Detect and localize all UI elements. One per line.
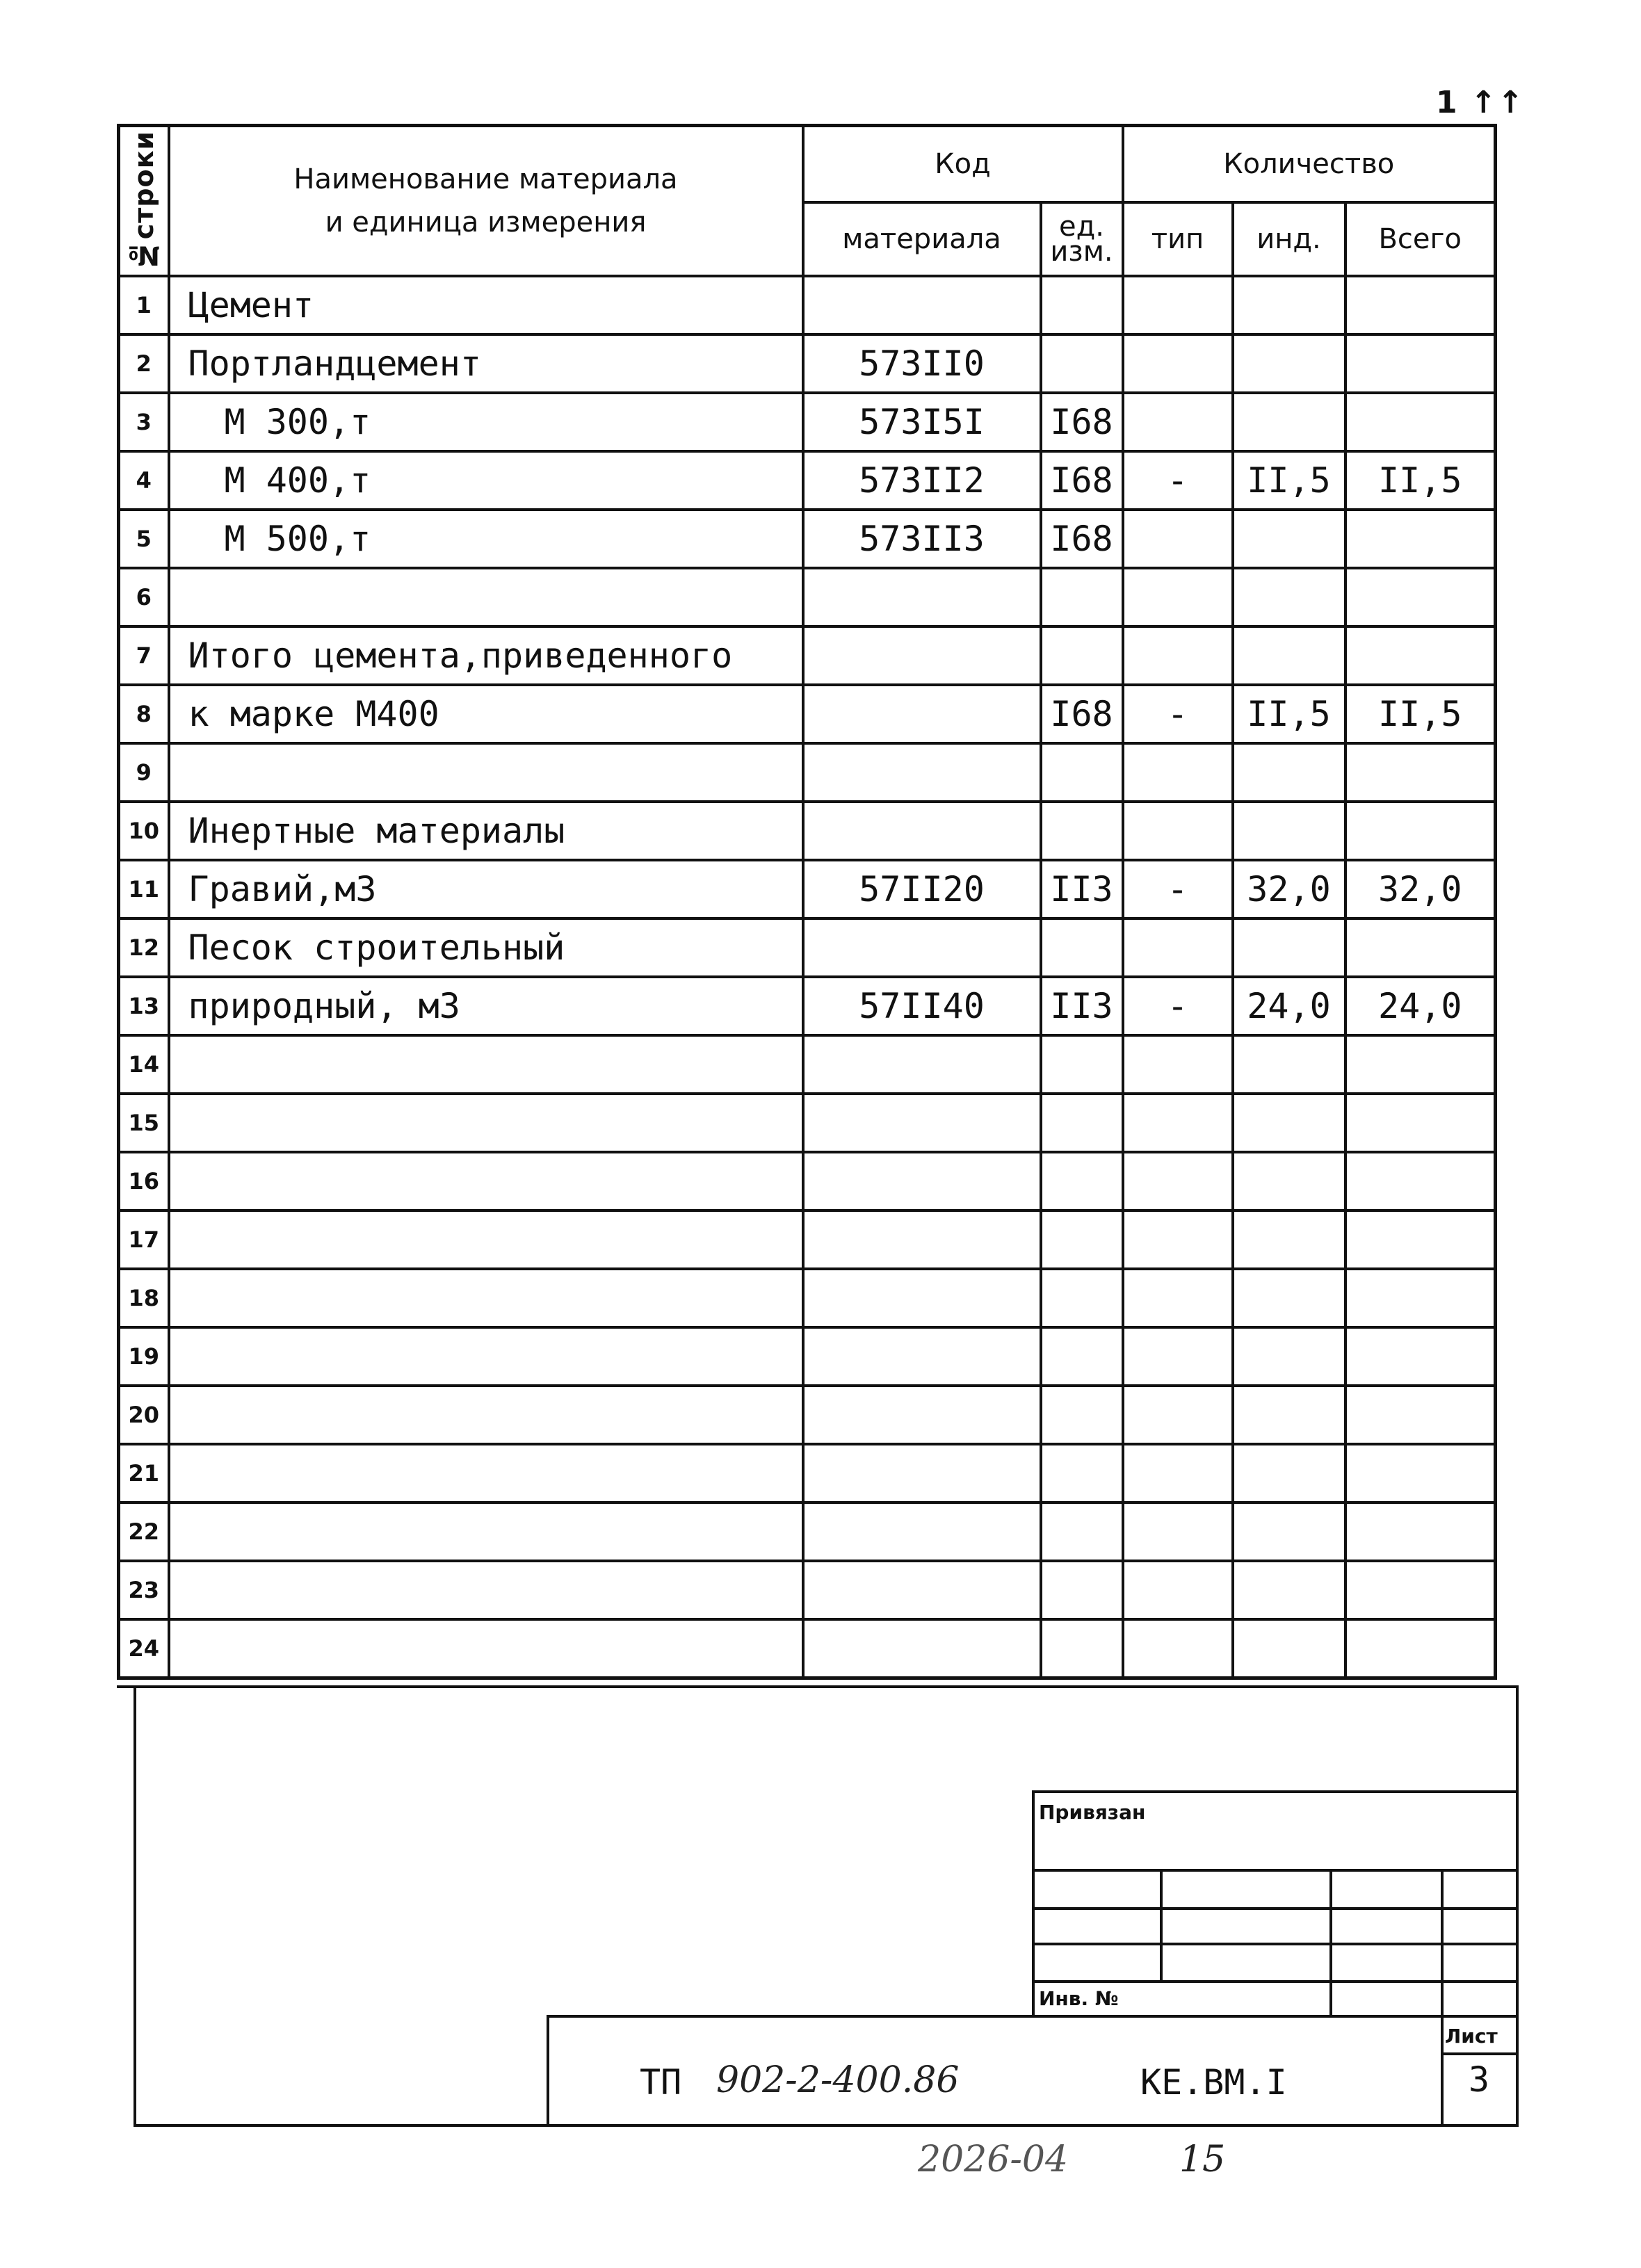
material-code: [803, 743, 1041, 802]
total-quantity: [1345, 1152, 1496, 1210]
row-number: 8: [119, 685, 169, 743]
row-number: 20: [119, 1386, 169, 1444]
material-name: [169, 1035, 803, 1094]
type-quantity: [1123, 1094, 1233, 1152]
table-row: [119, 1094, 1496, 1152]
type-quantity: [1123, 1561, 1233, 1619]
unit-code: I68: [1041, 510, 1123, 568]
row-number: 17: [119, 1210, 169, 1269]
material-code: [803, 1386, 1041, 1444]
table-row: [119, 743, 1496, 802]
total-quantity: [1345, 626, 1496, 685]
material-code: 57II40: [803, 977, 1041, 1035]
material-name: [169, 1502, 803, 1561]
type-quantity: [1123, 1386, 1233, 1444]
frame-left-border: [134, 1685, 136, 2127]
material-code: [803, 1619, 1041, 1678]
individual-quantity: [1233, 1561, 1345, 1619]
row-number: 6: [119, 568, 169, 626]
row-number: 7: [119, 626, 169, 685]
unit-code: [1041, 568, 1123, 626]
table-row: [119, 1386, 1496, 1444]
quantity-header: Количество: [1123, 126, 1496, 203]
sheet-label-underline: [1441, 2052, 1519, 2055]
total-quantity: [1345, 918, 1496, 977]
unit-code: II3: [1041, 977, 1123, 1035]
total-quantity: [1345, 510, 1496, 568]
row-number: 19: [119, 1327, 169, 1386]
total-quantity: [1345, 1094, 1496, 1152]
material-code: 573II3: [803, 510, 1041, 568]
unit-code: [1041, 743, 1123, 802]
material-code: [803, 918, 1041, 977]
row-number: 16: [119, 1152, 169, 1210]
material-code: [803, 1269, 1041, 1327]
unit-code: [1041, 276, 1123, 334]
row-number: 21: [119, 1444, 169, 1502]
unit-code: I68: [1041, 685, 1123, 743]
table-row: [119, 1269, 1496, 1327]
material-code: [803, 626, 1041, 685]
individual-quantity: [1233, 276, 1345, 334]
table-row: [119, 1502, 1496, 1561]
individual-quantity: [1233, 1094, 1345, 1152]
total-quantity: [1345, 1502, 1496, 1561]
type-quantity: [1123, 1619, 1233, 1678]
page-mark: 1 ↑↑: [1436, 85, 1525, 120]
total-quantity: [1345, 1035, 1496, 1094]
table-row: [119, 977, 1496, 1035]
row-number-header: №строки: [119, 126, 169, 277]
type-quantity: [1123, 1035, 1233, 1094]
code-header: Код: [803, 126, 1123, 203]
total-quantity: [1345, 334, 1496, 393]
table-row: [119, 1152, 1496, 1210]
material-name: к марке М400: [169, 685, 803, 743]
type-quantity: [1123, 276, 1233, 334]
material-code: [803, 568, 1041, 626]
individual-header: инд.: [1233, 202, 1345, 276]
total-quantity: II,5: [1345, 451, 1496, 510]
inventory-number-label: Инв. №: [1039, 1987, 1119, 2010]
unit-code: [1041, 1619, 1123, 1678]
row-number: 15: [119, 1094, 169, 1152]
material-code: [803, 1444, 1041, 1502]
material-code: [803, 1327, 1041, 1386]
material-name: [169, 743, 803, 802]
material-code: [803, 685, 1041, 743]
table-row: [119, 1619, 1496, 1678]
material-name-header: Наименование материала и единица измерения: [169, 126, 803, 277]
type-quantity: [1123, 1210, 1233, 1269]
unit-code: [1041, 1327, 1123, 1386]
total-quantity: [1345, 1269, 1496, 1327]
frame-right-border: [1516, 1685, 1519, 2127]
individual-quantity: [1233, 1327, 1345, 1386]
material-name: [169, 1327, 803, 1386]
type-quantity: [1123, 1269, 1233, 1327]
material-code: 573I5I: [803, 393, 1041, 451]
binding-block-top: [1033, 1790, 1519, 1793]
table-row: [119, 860, 1496, 918]
type-quantity: -: [1123, 860, 1233, 918]
table-row: [119, 276, 1496, 334]
table-row: [119, 393, 1496, 451]
individual-quantity: [1233, 1502, 1345, 1561]
individual-quantity: [1233, 1269, 1345, 1327]
table-row: [119, 1561, 1496, 1619]
row-number: 9: [119, 743, 169, 802]
individual-quantity: II,5: [1233, 451, 1345, 510]
total-quantity: [1345, 1444, 1496, 1502]
material-code: [803, 1210, 1041, 1269]
row-number: 10: [119, 802, 169, 860]
materials-table: [117, 124, 1497, 1680]
table-row: [119, 802, 1496, 860]
row-number: 23: [119, 1561, 169, 1619]
row-number: 3: [119, 393, 169, 451]
type-quantity: [1123, 334, 1233, 393]
material-code: [803, 1152, 1041, 1210]
type-quantity: [1123, 743, 1233, 802]
individual-quantity: 32,0: [1233, 860, 1345, 918]
row-number: 18: [119, 1269, 169, 1327]
total-quantity: [1345, 802, 1496, 860]
individual-quantity: [1233, 918, 1345, 977]
bottom-page-number: 15: [1179, 2139, 1226, 2180]
row-number: 11: [119, 860, 169, 918]
material-code: [803, 1502, 1041, 1561]
unit-code: [1041, 802, 1123, 860]
binding-line-4: [1033, 1980, 1519, 1983]
material-name: Гравий,м3: [169, 860, 803, 918]
row-number: 24: [119, 1619, 169, 1678]
material-name: [169, 1444, 803, 1502]
unit-code: [1041, 1561, 1123, 1619]
individual-quantity: [1233, 1619, 1345, 1678]
binding-col-3: [1441, 1869, 1444, 2016]
table-row: [119, 1327, 1496, 1386]
individual-quantity: [1233, 1386, 1345, 1444]
table-row: [119, 568, 1496, 626]
type-quantity: [1123, 1444, 1233, 1502]
unit-code: I68: [1041, 393, 1123, 451]
type-quantity: -: [1123, 685, 1233, 743]
unit-code: [1041, 1269, 1123, 1327]
project-number: 902-2-400.86: [716, 2059, 960, 2101]
type-quantity: [1123, 568, 1233, 626]
total-header: Всего: [1345, 202, 1496, 276]
material-name: [169, 1619, 803, 1678]
row-number: 22: [119, 1502, 169, 1561]
individual-quantity: 24,0: [1233, 977, 1345, 1035]
individual-quantity: [1233, 393, 1345, 451]
individual-quantity: [1233, 568, 1345, 626]
individual-quantity: [1233, 1444, 1345, 1502]
binding-col-2: [1329, 1869, 1332, 2016]
sheet-number: 3: [1469, 2059, 1490, 2100]
material-name: [169, 1210, 803, 1269]
sheet-label: Лист: [1445, 2025, 1498, 2048]
unit-code: [1041, 1094, 1123, 1152]
frame-bottom-border: [134, 2124, 1519, 2127]
binding-line-3: [1033, 1943, 1519, 1945]
table-row: [119, 1035, 1496, 1094]
unit-code: [1041, 334, 1123, 393]
table-row: [119, 1444, 1496, 1502]
total-quantity: 24,0: [1345, 977, 1496, 1035]
row-number: 2: [119, 334, 169, 393]
individual-quantity: [1233, 1035, 1345, 1094]
tp-label: ТП: [640, 2062, 682, 2103]
type-quantity: [1123, 918, 1233, 977]
table-row: [119, 1210, 1496, 1269]
unit-code: [1041, 1152, 1123, 1210]
type-quantity: -: [1123, 977, 1233, 1035]
table-row: [119, 685, 1496, 743]
unit-code: [1041, 918, 1123, 977]
total-quantity: [1345, 1386, 1496, 1444]
row-number: 5: [119, 510, 169, 568]
row-number: 1: [119, 276, 169, 334]
individual-quantity: II,5: [1233, 685, 1345, 743]
type-quantity: -: [1123, 451, 1233, 510]
type-quantity: [1123, 1152, 1233, 1210]
unit-code: [1041, 1386, 1123, 1444]
total-quantity: [1345, 393, 1496, 451]
title-block-top: [548, 2015, 1519, 2018]
material-name: [169, 1269, 803, 1327]
individual-quantity: [1233, 626, 1345, 685]
total-quantity: [1345, 568, 1496, 626]
type-quantity: [1123, 393, 1233, 451]
individual-quantity: [1233, 1210, 1345, 1269]
material-code: [803, 1035, 1041, 1094]
binding-line-1: [1033, 1869, 1519, 1872]
row-number: 4: [119, 451, 169, 510]
total-quantity: [1345, 1619, 1496, 1678]
material-name: М 500,т: [169, 510, 803, 568]
type-quantity: [1123, 802, 1233, 860]
individual-quantity: [1233, 334, 1345, 393]
material-name: М 400,т: [169, 451, 803, 510]
binding-line-2: [1033, 1907, 1519, 1910]
material-name: Песок строительный: [169, 918, 803, 977]
table-row: [119, 918, 1496, 977]
unit-code: [1041, 626, 1123, 685]
title-block-left: [547, 2015, 549, 2127]
unit-code: [1041, 1444, 1123, 1502]
type-quantity: [1123, 1502, 1233, 1561]
material-name: [169, 568, 803, 626]
total-quantity: 32,0: [1345, 860, 1496, 918]
table-row: [119, 626, 1496, 685]
row-number: 13: [119, 977, 169, 1035]
table-row: [119, 510, 1496, 568]
table-row: [119, 334, 1496, 393]
material-name: [169, 1386, 803, 1444]
total-quantity: [1345, 743, 1496, 802]
row-number: 14: [119, 1035, 169, 1094]
total-quantity: [1345, 276, 1496, 334]
material-code: 573II2: [803, 451, 1041, 510]
row-number: 12: [119, 918, 169, 977]
document-code: КЕ.ВМ.I: [1140, 2062, 1287, 2103]
individual-quantity: [1233, 510, 1345, 568]
material-name: [169, 1561, 803, 1619]
individual-quantity: [1233, 743, 1345, 802]
unit-code: [1041, 1210, 1123, 1269]
total-quantity: [1345, 1210, 1496, 1269]
individual-quantity: [1233, 802, 1345, 860]
unit-code-header: ед. изм.: [1041, 202, 1123, 276]
material-name: Цемент: [169, 276, 803, 334]
binding-col-1: [1160, 1869, 1163, 1980]
individual-quantity: [1233, 1152, 1345, 1210]
total-quantity: [1345, 1327, 1496, 1386]
material-name: природный, м3: [169, 977, 803, 1035]
total-quantity: II,5: [1345, 685, 1496, 743]
type-quantity: [1123, 510, 1233, 568]
type-quantity: [1123, 626, 1233, 685]
unit-code: [1041, 1502, 1123, 1561]
unit-code: II3: [1041, 860, 1123, 918]
frame-separator: [117, 1685, 1519, 1688]
unit-code: [1041, 1035, 1123, 1094]
material-name: Инертные материалы: [169, 802, 803, 860]
total-quantity: [1345, 1561, 1496, 1619]
material-name: [169, 1094, 803, 1152]
material-code-header: материала: [803, 202, 1041, 276]
type-quantity: [1123, 1327, 1233, 1386]
material-code: 573II0: [803, 334, 1041, 393]
material-name: Портландцемент: [169, 334, 803, 393]
table-row: [119, 451, 1496, 510]
bottom-note: 2026-04: [918, 2139, 1069, 2180]
material-name: [169, 1152, 803, 1210]
material-code: [803, 802, 1041, 860]
unit-code: I68: [1041, 451, 1123, 510]
material-code: 57II20: [803, 860, 1041, 918]
material-code: [803, 1561, 1041, 1619]
sheet-column-border: [1441, 2015, 1444, 2127]
type-header: тип: [1123, 202, 1233, 276]
binding-label: Привязан: [1039, 1801, 1146, 1824]
material-code: [803, 1094, 1041, 1152]
material-name: Итого цемента,приведенного: [169, 626, 803, 685]
material-name: М 300,т: [169, 393, 803, 451]
material-code: [803, 276, 1041, 334]
